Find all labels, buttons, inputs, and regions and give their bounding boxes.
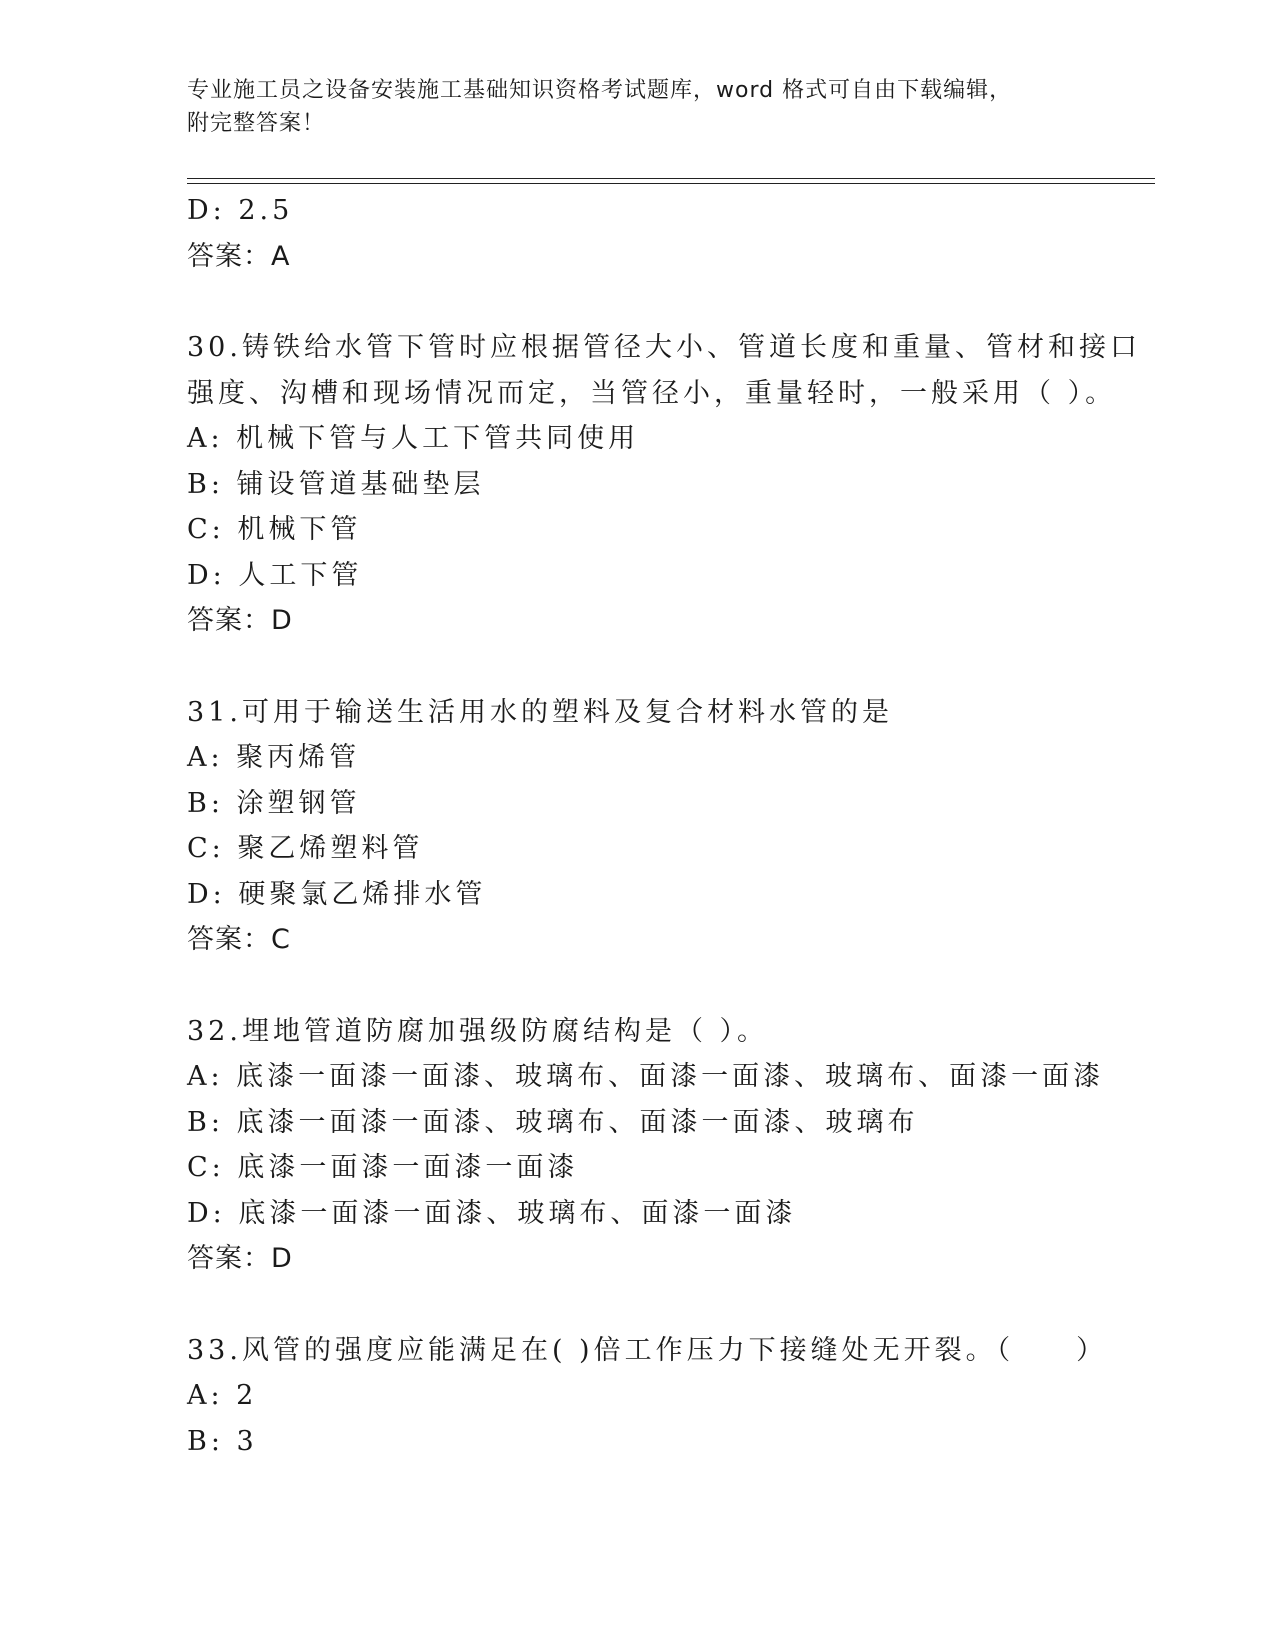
- question-stem: 31.可用于输送生活用水的塑料及复合材料水管的是: [187, 696, 893, 728]
- header-rule-bottom: [187, 183, 1155, 184]
- prev-option-d: D: 2.5: [187, 195, 294, 226]
- question-32: [187, 1009, 1155, 1282]
- question-stem: 33.风管的强度应能满足在( )倍工作压力下接缝处无开裂。（ ）: [187, 1334, 1108, 1366]
- header-line-1: 专业施工员之设备安装施工基础知识资格考试题库，word 格式可自由下载编辑，: [187, 78, 1013, 103]
- answer: 答案：C: [187, 924, 291, 955]
- answer: 答案：D: [187, 605, 293, 636]
- option-d: D: 硬聚氯乙烯排水管: [187, 878, 487, 910]
- option-b: B: 涂塑钢管: [187, 787, 361, 819]
- option-b: B: 3: [187, 1425, 258, 1457]
- spacer: [187, 279, 1155, 325]
- option-a: A: 机械下管与人工下管共同使用: [187, 423, 640, 454]
- question-31: [187, 690, 1155, 963]
- option-b: B: 铺设管道基础垫层: [187, 468, 485, 500]
- header-line-2: 附完整答案！: [187, 111, 326, 136]
- spacer: [187, 644, 1155, 690]
- spacer: [187, 1282, 1155, 1328]
- question-stem: 30.铸铁给水管下管时应根据管径大小、管道长度和重量、管材和接口: [187, 332, 1141, 363]
- option-d: D: 人工下管: [187, 559, 363, 591]
- spacer: [187, 963, 1155, 1009]
- prev-answer: 答案：A: [187, 240, 291, 272]
- question-stem: 32.埋地管道防腐加强级防腐结构是（ ）。: [187, 1015, 769, 1047]
- header-rule-top: [187, 178, 1155, 179]
- question-33: [187, 1328, 1155, 1465]
- option-c: C: 底漆一面漆一面漆一面漆: [187, 1152, 579, 1183]
- document-header: [187, 74, 1067, 140]
- answer: 答案：D: [187, 1243, 293, 1274]
- question-stem: 强度、沟槽和现场情况而定，当管径小，重量轻时，一般采用（ ）。: [187, 377, 1117, 409]
- document-body: [187, 188, 1155, 1464]
- question-30: [187, 325, 1155, 644]
- option-a: A: 聚丙烯管: [187, 742, 361, 773]
- option-b: B: 底漆一面漆一面漆、玻璃布、面漆一面漆、玻璃布: [187, 1106, 919, 1138]
- option-a: A: 2: [187, 1380, 258, 1411]
- option-c: C: 机械下管: [187, 514, 362, 545]
- option-a: A: 底漆一面漆一面漆、玻璃布、面漆一面漆、玻璃布、面漆一面漆: [187, 1061, 1105, 1092]
- option-d: D: 底漆一面漆一面漆、玻璃布、面漆一面漆: [187, 1197, 797, 1229]
- option-c: C: 聚乙烯塑料管: [187, 833, 424, 864]
